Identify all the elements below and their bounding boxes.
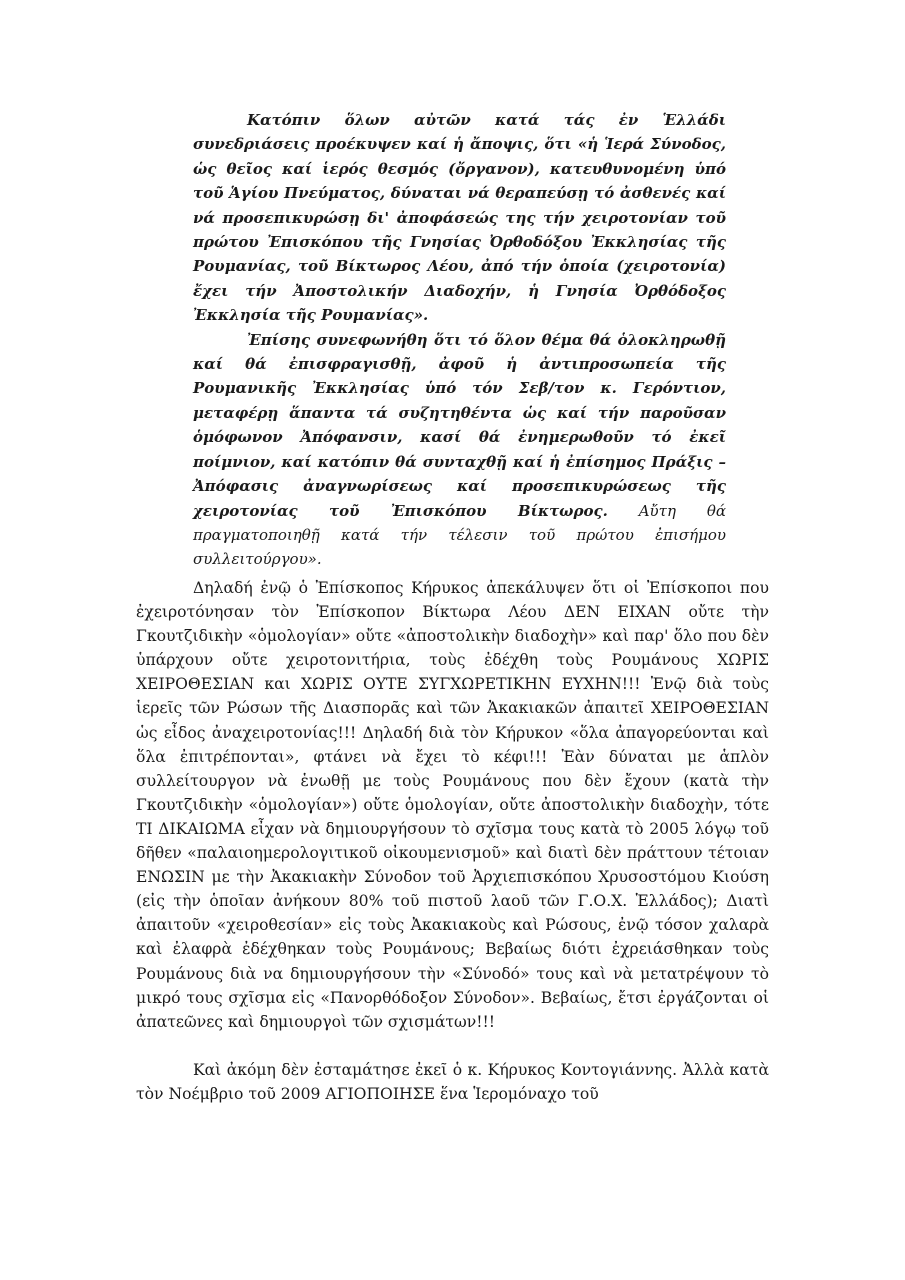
commentary-paragraph-1: Δηλαδή ἐνῷ ὁ Ἐπίσκοπος Κήρυκος ἀπεκάλυψεν ὅτι οἱ Ἐπίσκοποι που ἐχειροτόνησαν τὸν Ἐπίσκοπον Βίκτωρα Λέου ΔΕΝ ΕΙΧΑΝ οὔτε τὴν Γκουτζιδικὴν «ὁμολογίαν» οὔτε «ἀποστολικὴν διαδοχὴν» καὶ παρ' ὅλο που δὲν ὑπάρχουν οὔτε χειροτονιτήρια, τοὺς ἐδέχθη τοὺς Ρουμάνους ΧΩΡΙΣ ΧΕΙΡΟΘΕΣΙΑΝ και ΧΩΡΙΣ ΟΥΤΕ ΣΥΓΧΩΡΕΤΙΚΗΝ ΕΥΧΗΝ!!! Ἐνῷ διὰ τοὺς ἱερεῖς τῶν Ρώσων τῆς Διασπορᾶς καὶ τῶν Ἀκακιακῶν ἀπαιτεῖ ΧΕΙΡΟΘΕΣΙΑΝ ὡς εἶδος ἀναχειροτονίας!!! Δηλαδή διὰ τὸν Κήρυκον «ὅλα ἀπαγορεύονται καὶ ὅλα ἐπιτρέπονται», φτάνει νὰ ἔχει τὸ κέφι!!! Ἐὰν δύναται με ἁπλὸν συλλείτουργον νὰ ἑνωθῇ με τοὺς Ρουμάνους που δὲν ἔχουν (κατὰ τὴν Γκουτζιδικὴν «ὁμολογίαν») οὔτε ὁμολογίαν, οὔτε ἀποστολικὴν διαδοχὴν, τότε ΤΙ ΔΙΚΑΙΩΜΑ εἶχαν νὰ δημιουργήσουν τὸ σχῖσμα τους κατὰ τὸ 2005 λόγῳ τοῦ δῆθεν «παλαιοημερολογιτικοῦ οἰκουμενισμοῦ» καὶ διατὶ δὲν πράττουν τέτοιαν ΕΝΩΣΙΝ με τὴν Ἀκακιακὴν Σύνοδον τοῦ Ἀρχιεπισκόπου Χρυσοστόμου Κιούση (εἰς τὴν ὁποῖαν ἀνήκουν 80% τοῦ πιστοῦ λαοῦ τῶν Γ.Ο.Χ. Ἑλλάδος); Διατὶ ἀπαιτοῦν «χειροθεσίαν» εἰς τοὺς Ἀκακιακοὺς καὶ Ρώσους, ἐνῷ τόσον χαλαρὰ καὶ ἐλαφρὰ ἐδέχθηκαν τοὺς Ρουμάνους; Βεβαίως διότι ἐχρειάσθηκαν τοὺς Ρουμάνους διὰ να δημιουργήσουν τὴν «Σύνοδό» τους καὶ νὰ μετατρέψουν τὸ μικρό τους σχῖσμα εἰς «Πανορθόδοξον Σύνοδον». Βεβαίως, ἔτσι ἐργάζονται οἱ ἀπατεῶνες καὶ δημιουργοὶ τῶν σχισμάτων!!! xyxy=(136,579,769,1031)
quote-paragraph-1: Κατόπιν ὅλων αὐτῶν κατά τάς ἐν Ἑλλάδι συνεδριάσεις προέκυψεν καί ἡ ἄποψις, ὅτι «ἡ Ἱερά Σύνοδος, ὡς θεῖος καί ἱερός θεσμός (ὄργανον), κατευθυνομένη ὑπό τοῦ Ἁγίου Πνεύματος, δύναται νά θεραπεύσῃ τό ἀσθενές καί νά προσεπικυρώσῃ δι' ἀποφάσεώς της τήν χειροτονίαν τοῦ πρώτου Ἐπισκόπου τῆς Γνησίας Ὀρθοδόξου Ἐκκλησίας τῆς Ρουμανίας, τοῦ Βίκτωρος Λέου, ἀπό τήν ὁποία (χειροτονία) ἔχει τήν Ἀποστολικήν Διαδοχήν, ἡ Γνησία Ὀρθόδοξος Ἐκκλησία τῆς Ρουμανίας». xyxy=(193,111,726,325)
quote-paragraph-2 xyxy=(193,328,726,572)
commentary-paragraph-2: Καὶ ἀκόμη δὲν ἐσταμάτησε ἐκεῖ ὁ κ. Κήρυκος Κοντογιάννης. Ἀλλὰ κατὰ τὸν Νοέμβριο τοῦ 2009 ΑΓΙΟΠΟΙΗΣΕ ἕνα Ἱερομόναχο τοῦ xyxy=(136,1060,769,1103)
quote-paragraph-2-bold: Ἐπίσης συνεφωνήθη ὅτι τό ὅλον θέμα θά ὁλοκληρωθῇ καί θά ἐπισφραγισθῇ, ἀφοῦ ἡ ἀντιπροσωπεία τῆς Ρουμανικῆς Ἐκκλησίας ὑπό τόν Σεβ/τον κ. Γερόντιον, μεταφέρῃ ἅπαντα τά συζητηθέντα ὡς καί τήν παροῦσαν ὁμόφωνον Ἀπόφανσιν, κασί θά ἐνημερωθοῦν τό ἐκεῖ ποίμνιον, καί κατόπιν θά συνταχθῇ καί ἡ ἐπίσημος Πράξις – Ἀπόφασις ἀναγνωρίσεως καί προσεπικυρώσεως τῆς χειροτονίας τοῦ Ἐπισκόπου Βίκτωρος. xyxy=(193,330,726,520)
commentary-block xyxy=(136,576,769,1106)
quoted-decision-block xyxy=(193,108,726,572)
quote-paragraph-2-normal: Αὔτη θά πραγματοποιηθῇ κατά τήν τέλεσιν τοῦ πρώτου ἐπισήμου συλλειτούργου». xyxy=(193,501,726,569)
